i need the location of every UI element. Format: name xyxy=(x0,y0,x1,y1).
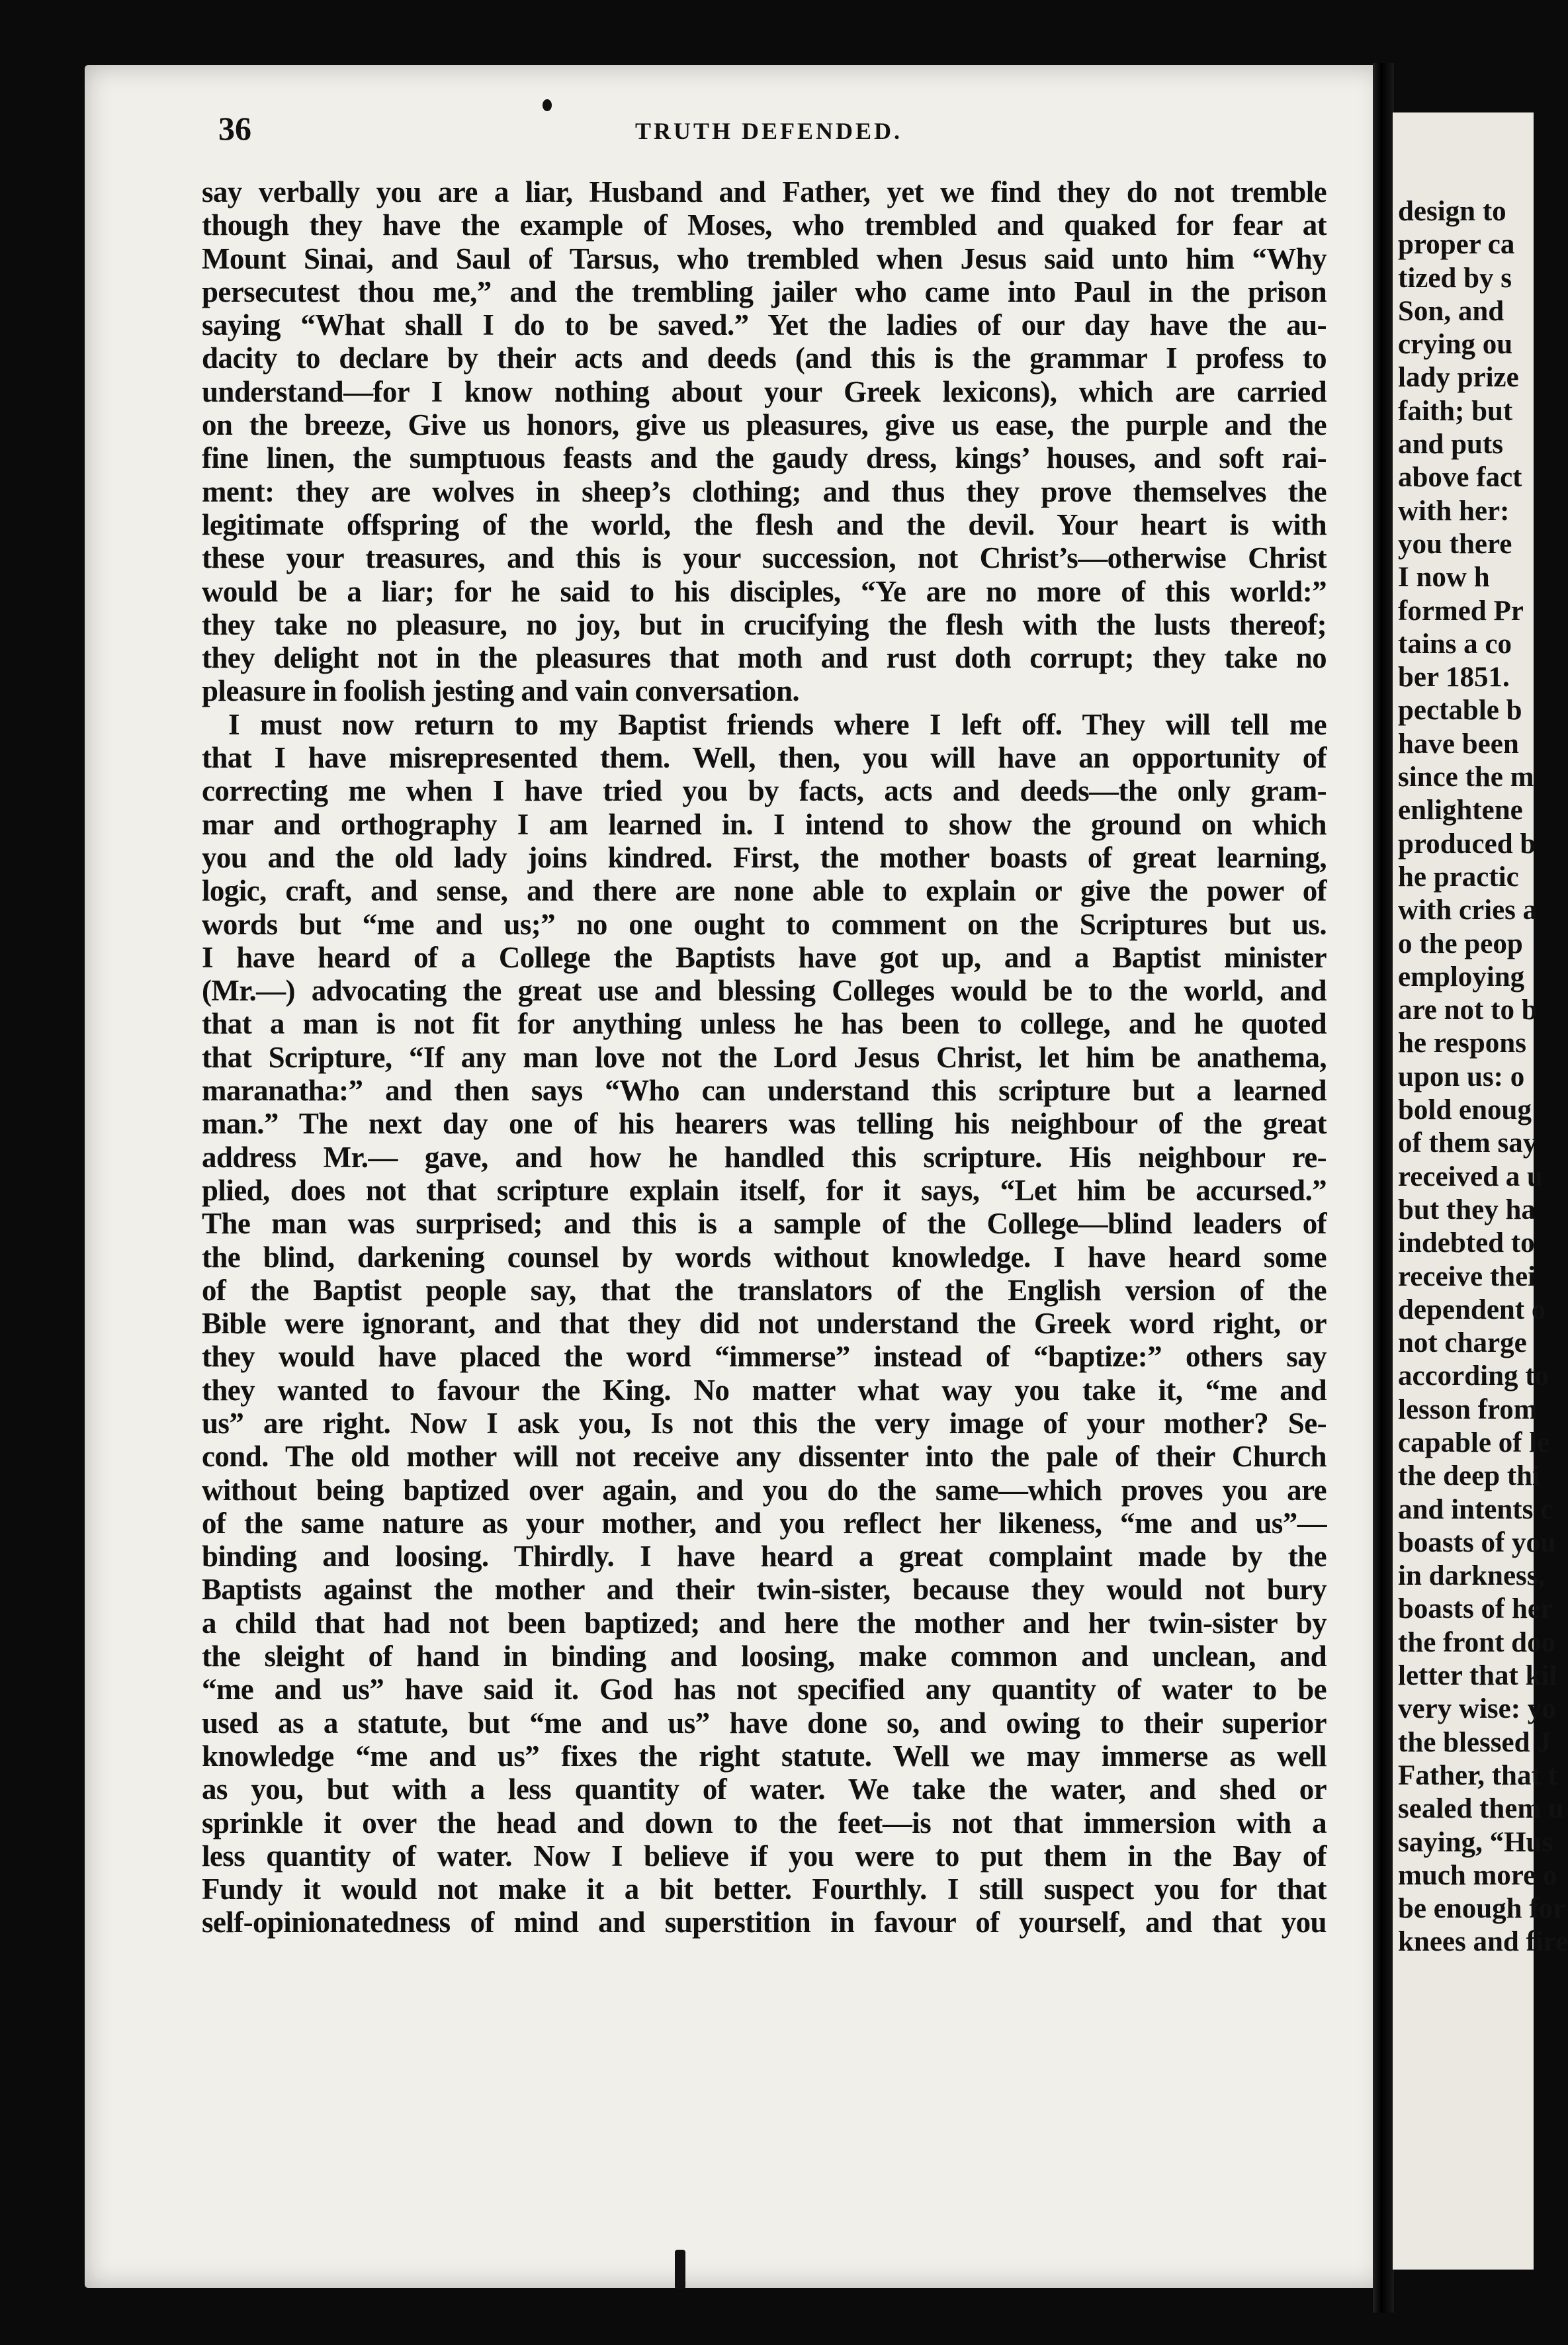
text-line: correcting me when I have tried you by facts, acts and deeds—the only gram- xyxy=(202,774,1327,808)
text-line: pleasure in foolish jesting and vain conversation. xyxy=(202,674,800,708)
text-line: binding and loosing. Thirdly. I have heard a great complaint made by the xyxy=(202,1540,1327,1573)
text-line: received a u xyxy=(1398,1161,1543,1192)
text-line: man.” The next day one of his hearers was telling his neighbour of the great xyxy=(202,1107,1327,1141)
text-line: are not to b xyxy=(1398,995,1538,1026)
text-line: lady prize xyxy=(1398,362,1519,394)
text-line: dependent o xyxy=(1398,1294,1546,1325)
text-line: you there xyxy=(1398,528,1512,560)
text-line: crying ou xyxy=(1398,329,1513,361)
text-line: words but “me and us;” no one ought to comment on the Scriptures but us. xyxy=(202,907,1327,941)
text-line: according to xyxy=(1398,1360,1549,1392)
text-line: these your treasures, and this is your succession, not Christ’s—otherwise Christ xyxy=(202,541,1327,575)
text-line: enlightene xyxy=(1398,795,1523,826)
text-line: with cries a xyxy=(1398,895,1538,926)
text-line: formed Pr xyxy=(1398,595,1524,627)
text-line: you and the old lady joins kindred. First, the mother boasts of great learning, xyxy=(202,840,1327,874)
text-line: say verbally you are a liar, Husband and Father, yet we find they do not tremble xyxy=(202,175,1327,208)
text-line: with her: xyxy=(1398,495,1510,527)
text-line: since the m xyxy=(1398,762,1534,793)
text-line: of them say xyxy=(1398,1128,1538,1159)
text-line: be enough for xyxy=(1398,1893,1566,1925)
text-line: the deep thi xyxy=(1398,1460,1540,1492)
text-line: the blessed J xyxy=(1398,1726,1551,1758)
right-page-text xyxy=(1393,195,1568,1959)
text-line: that a man is not fit for anything unless he has been to college, and he quoted xyxy=(202,1007,1327,1041)
text-line: maranatha:” and then says “Who can understand this scripture but a learned xyxy=(202,1074,1327,1108)
text-line: ber 1851. xyxy=(1398,662,1510,693)
text-line: of the Baptist people say, that the translators of the English version of the xyxy=(202,1273,1327,1307)
text-line: of the same nature as your mother, and you reflect her likeness, “me and us”— xyxy=(202,1506,1327,1540)
text-line: Mount Sinai, and Saul of Tarsus, who trembled when Jesus said unto him “Why xyxy=(202,242,1327,275)
text-line: sealed them u xyxy=(1398,1793,1564,1825)
text-line: Baptists against the mother and their twin-sister, because they would not bury xyxy=(202,1573,1327,1607)
text-line: mar and orthography I am learned in. I intend to show the ground on which xyxy=(202,807,1327,841)
running-head: TRUTH DEFENDED. xyxy=(635,118,903,144)
text-line: receive thei xyxy=(1398,1261,1536,1292)
text-line: address Mr.— gave, and how he handled this scripture. His neighbour re- xyxy=(202,1140,1327,1174)
text-line: not charge xyxy=(1398,1327,1527,1359)
text-line: he practic xyxy=(1398,861,1519,893)
text-line: ment: they are wolves in sheep’s clothing; and thus they prove themselves the xyxy=(202,474,1327,508)
text-line: they wanted to favour the King. No matter what way you take it, “me and xyxy=(202,1373,1327,1407)
text-line: and puts xyxy=(1398,429,1503,461)
text-line: have been xyxy=(1398,728,1519,760)
text-line: he respons xyxy=(1398,1028,1526,1059)
text-line: lesson from xyxy=(1398,1394,1538,1425)
text-line: but they ha xyxy=(1398,1194,1536,1225)
text-line: “me and us” have said it. God has not specified any quantity of water to be xyxy=(202,1673,1327,1706)
text-line: (Mr.—) advocating the great use and blessing Colleges would be to the world, and xyxy=(202,974,1327,1008)
page-number: 36 xyxy=(218,110,251,147)
text-line: understand—for I know nothing about your Greek lexicons), which are carried xyxy=(202,375,1327,408)
text-line: proper ca xyxy=(1398,229,1515,261)
text-line: The man was surprised; and this is a sample of the College—blind leaders of xyxy=(202,1207,1327,1241)
text-line: in darkness, xyxy=(1398,1560,1546,1592)
text-line: us” are right. Now I ask you, Is not this the very image of your mother? Se- xyxy=(202,1406,1327,1440)
text-line: the front doo xyxy=(1398,1626,1556,1658)
book-gutter xyxy=(1373,63,1394,2313)
text-line: they delight not in the pleasures that moth and rust doth corrupt; they take no xyxy=(202,641,1327,675)
text-line: a child that had not been baptized; and here the mother and her twin-sister by xyxy=(202,1606,1327,1640)
text-line: fine linen, the sumptuous feasts and the gaudy dress, kings’ houses, and soft rai- xyxy=(202,441,1327,475)
text-line: bold enoug xyxy=(1398,1094,1532,1126)
text-line: tized by s xyxy=(1398,262,1512,294)
text-line: self-opinionatedness of mind and superstition in favour of yourself, and that you xyxy=(202,1906,1327,1939)
text-line: as you, but with a less quantity of water. We take the water, and shed or xyxy=(202,1773,1327,1806)
left-page-text xyxy=(202,175,1327,1939)
text-line: on the breeze, Give us honors, give us pleasures, give us ease, the purple and the xyxy=(202,408,1327,442)
text-line: boasts of you xyxy=(1398,1526,1556,1558)
text-line: I must now return to my Baptist friends where I left off. They will tell me xyxy=(228,707,1327,741)
text-line: without being baptized over again, and you do the same—which proves you are xyxy=(202,1473,1327,1507)
text-line: capable of le xyxy=(1398,1427,1550,1458)
text-line: persecutest thou me,” and the trembling jailer who came into Paul in the prison xyxy=(202,275,1327,308)
page-speck xyxy=(543,99,552,111)
text-line: the sleight of hand in binding and loosing, make common and unclean, and xyxy=(202,1640,1327,1673)
text-line: would be a liar; for he said to his disciples, “Ye are no more of this world:” xyxy=(202,574,1327,608)
text-line: much more o xyxy=(1398,1859,1557,1891)
text-line: saying “What shall I do to be saved.” Yet the ladies of our day have the au- xyxy=(202,308,1327,342)
text-line: Bible were ignorant, and that they did not understand the Greek word right, or xyxy=(202,1307,1327,1341)
text-line: indebted to xyxy=(1398,1227,1535,1259)
text-line: that I have misrepresented them. Well, then, you will have an opportunity of xyxy=(202,741,1327,775)
text-line: that Scripture, “If any man love not the Lord Jesus Christ, let him be anathema, xyxy=(202,1040,1327,1074)
text-line: design to xyxy=(1398,196,1506,227)
text-line: they take no pleasure, no joy, but in crucifying the flesh with the lusts thereof; xyxy=(202,607,1327,641)
text-line: knees and fire xyxy=(1398,1926,1568,1958)
text-line: saying, “Hus xyxy=(1398,1826,1553,1858)
text-line: dacity to declare by their acts and deeds (and this is the grammar I profess to xyxy=(202,341,1327,375)
text-line: knowledge “me and us” fixes the right statute. Well we may immerse as well xyxy=(202,1739,1327,1773)
text-line: I have heard of a College the Baptists have got up, and a Baptist minister xyxy=(202,940,1327,974)
text-line: pectable b xyxy=(1398,695,1522,727)
text-line: above fact xyxy=(1398,462,1522,494)
text-line: upon us: o xyxy=(1398,1061,1525,1092)
text-line: I now h xyxy=(1398,562,1490,594)
text-line: faith; but xyxy=(1398,395,1513,427)
text-line: though they have the example of Moses, who trembled and quaked for fear at xyxy=(202,208,1327,242)
text-line: cond. The old mother will not receive any dissenter into the pale of their Church xyxy=(202,1440,1327,1474)
text-line: plied, does not that scripture explain itself, for it says, “Let him be accursed.” xyxy=(202,1173,1327,1207)
text-line: boasts of her xyxy=(1398,1593,1553,1625)
text-line: logic, craft, and sense, and there are none able to explain or give the power of xyxy=(202,874,1327,908)
text-line: legitimate offspring of the world, the flesh and the devil. Your heart is with xyxy=(202,508,1327,541)
text-line: employing xyxy=(1398,961,1525,993)
text-line: very wise: yo xyxy=(1398,1693,1556,1725)
page-header xyxy=(218,109,1277,155)
page-speck xyxy=(675,2250,685,2289)
text-line: Father, that t xyxy=(1398,1759,1557,1791)
text-line: the blind, darkening counsel by words without knowledge. I have heard some xyxy=(202,1240,1327,1274)
text-line: they would have placed the word “immerse” instead of “baptize:” others say xyxy=(202,1340,1327,1374)
text-line: used as a statute, but “me and us” have done so, and owing to their superior xyxy=(202,1706,1327,1740)
text-line: less quantity of water. Now I believe if you were to put them in the Bay of xyxy=(202,1839,1327,1873)
text-line: letter that kil xyxy=(1398,1660,1557,1692)
text-line: Son, and xyxy=(1398,295,1504,327)
text-line: produced b xyxy=(1398,828,1536,860)
text-line: and intents c xyxy=(1398,1493,1553,1525)
text-line: tains a co xyxy=(1398,628,1512,660)
text-line: o the peop xyxy=(1398,928,1523,959)
text-line: Fundy it would not make it a bit better. Fourthly. I still suspect you for that xyxy=(202,1873,1327,1906)
text-line: sprinkle it over the head and down to the feet—is not that immersion with a xyxy=(202,1806,1327,1839)
